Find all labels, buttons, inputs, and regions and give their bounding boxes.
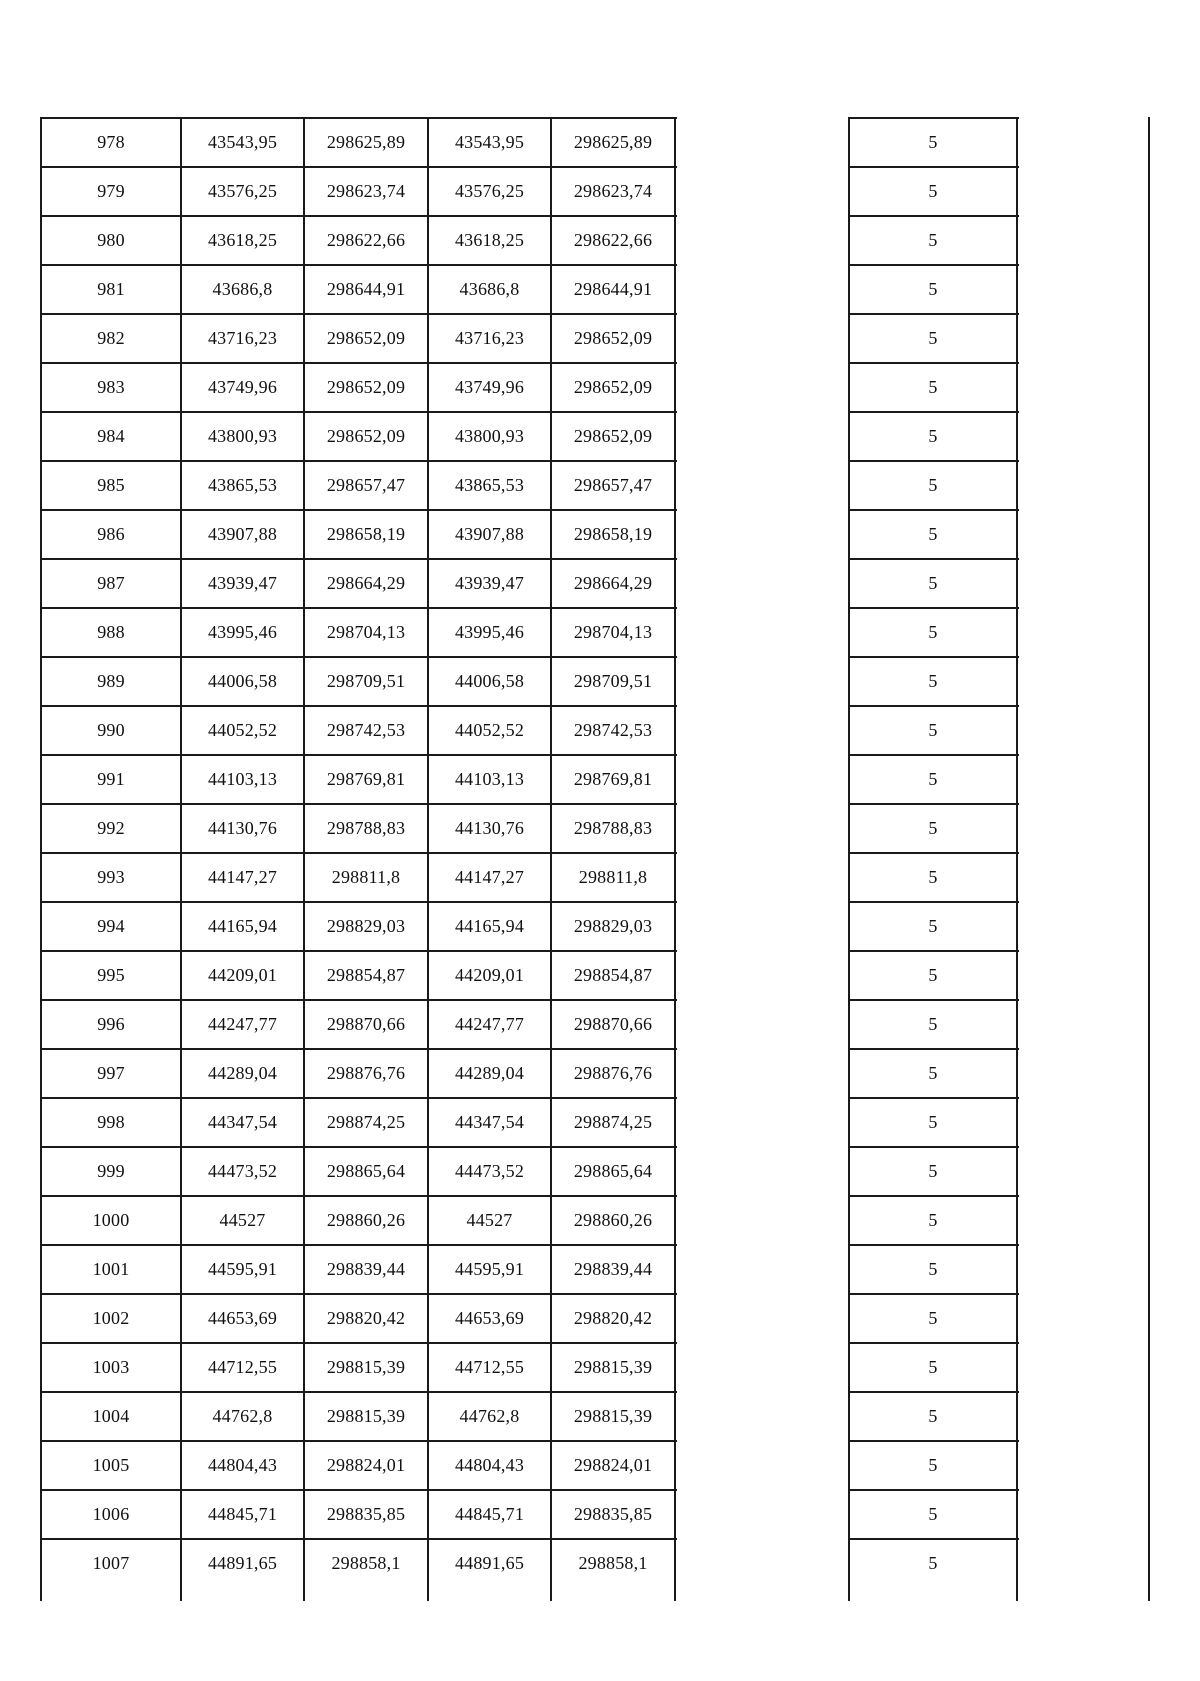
x2-value-cell: 44103,13 <box>454 769 525 789</box>
y1-value-cell: 298644,91 <box>326 279 406 299</box>
row-divider <box>41 215 677 217</box>
row-divider <box>41 1195 677 1197</box>
y1-value-cell: 298657,47 <box>326 475 406 495</box>
row-divider <box>849 1538 1019 1540</box>
row-divider <box>849 656 1019 658</box>
y2-value-cell: 298854,87 <box>573 965 653 985</box>
row-divider <box>41 705 677 707</box>
y2-value-cell: 298876,76 <box>573 1063 653 1083</box>
y2-value-cell: 298839,44 <box>573 1259 653 1279</box>
x2-value-cell: 44653,69 <box>454 1308 525 1328</box>
row-divider <box>849 1293 1019 1295</box>
row-divider <box>849 215 1019 217</box>
y2-value-cell: 298815,39 <box>573 1406 653 1426</box>
accuracy-value-cell: 5 <box>928 1357 938 1377</box>
row-divider <box>849 852 1019 854</box>
row-number-cell: 996 <box>97 1014 125 1034</box>
y2-value-cell: 298824,01 <box>573 1455 653 1475</box>
x1-value-cell: 44209,01 <box>207 965 278 985</box>
y1-value-cell: 298658,19 <box>326 524 406 544</box>
y2-value-cell: 298709,51 <box>573 671 653 691</box>
x2-value-cell: 43939,47 <box>454 573 525 593</box>
row-number-cell: 998 <box>97 1112 125 1132</box>
y1-value-cell: 298769,81 <box>326 769 406 789</box>
y1-value-cell: 298811,8 <box>331 867 401 887</box>
accuracy-value-cell: 5 <box>928 916 938 936</box>
accuracy-value-cell: 5 <box>928 622 938 642</box>
row-number-cell: 982 <box>97 328 125 348</box>
y1-value-cell: 298625,89 <box>326 132 406 152</box>
x2-value-cell: 44052,52 <box>454 720 525 740</box>
row-divider <box>849 117 1019 119</box>
x2-value-cell: 44347,54 <box>454 1112 525 1132</box>
accuracy-value-cell: 5 <box>928 1161 938 1181</box>
x2-value-cell: 44147,27 <box>454 867 525 887</box>
row-divider <box>849 411 1019 413</box>
row-divider <box>41 999 677 1001</box>
row-divider <box>849 558 1019 560</box>
row-divider <box>41 313 677 315</box>
row-divider <box>41 901 677 903</box>
y2-value-cell: 298742,53 <box>573 720 653 740</box>
accuracy-value-cell: 5 <box>928 132 938 152</box>
row-divider <box>41 1097 677 1099</box>
row-number-cell: 992 <box>97 818 125 838</box>
x1-value-cell: 44653,69 <box>207 1308 278 1328</box>
accuracy-value-cell: 5 <box>928 377 938 397</box>
y1-value-cell: 298870,66 <box>326 1014 406 1034</box>
y2-value-cell: 298788,83 <box>573 818 653 838</box>
row-divider <box>849 607 1019 609</box>
x2-value-cell: 44762,8 <box>459 1406 520 1426</box>
x2-value-cell: 43865,53 <box>454 475 525 495</box>
x2-value-cell: 44845,71 <box>454 1504 525 1524</box>
x1-value-cell: 44130,76 <box>207 818 278 838</box>
x1-value-cell: 44006,58 <box>207 671 278 691</box>
accuracy-value-cell: 5 <box>928 573 938 593</box>
y1-value-cell: 298860,26 <box>326 1210 406 1230</box>
column-divider <box>40 117 42 1601</box>
row-divider <box>849 1097 1019 1099</box>
accuracy-value-cell: 5 <box>928 867 938 887</box>
y1-value-cell: 298876,76 <box>326 1063 406 1083</box>
accuracy-value-cell: 5 <box>928 426 938 446</box>
y2-value-cell: 298860,26 <box>573 1210 653 1230</box>
y2-value-cell: 298820,42 <box>573 1308 653 1328</box>
accuracy-value-cell: 5 <box>928 1014 938 1034</box>
y1-value-cell: 298854,87 <box>326 965 406 985</box>
y2-value-cell: 298865,64 <box>573 1161 653 1181</box>
y1-value-cell: 298858,1 <box>331 1553 401 1573</box>
x1-value-cell: 43800,93 <box>207 426 278 446</box>
y1-value-cell: 298865,64 <box>326 1161 406 1181</box>
x2-value-cell: 43716,23 <box>454 328 525 348</box>
row-divider <box>41 803 677 805</box>
x2-value-cell: 43686,8 <box>459 279 520 299</box>
x1-value-cell: 44712,55 <box>207 1357 278 1377</box>
row-divider <box>41 950 677 952</box>
x2-value-cell: 43995,46 <box>454 622 525 642</box>
y1-value-cell: 298835,85 <box>326 1504 406 1524</box>
y1-value-cell: 298839,44 <box>326 1259 406 1279</box>
y2-value-cell: 298657,47 <box>573 475 653 495</box>
accuracy-value-cell: 5 <box>928 475 938 495</box>
y1-value-cell: 298874,25 <box>326 1112 406 1132</box>
column-divider <box>848 117 850 1601</box>
y1-value-cell: 298622,66 <box>326 230 406 250</box>
row-divider <box>849 264 1019 266</box>
x1-value-cell: 43543,95 <box>207 132 278 152</box>
accuracy-value-cell: 5 <box>928 1112 938 1132</box>
accuracy-value-cell: 5 <box>928 524 938 544</box>
row-divider <box>849 1489 1019 1491</box>
row-number-cell: 988 <box>97 622 125 642</box>
row-number-cell: 978 <box>97 132 125 152</box>
accuracy-value-cell: 5 <box>928 1504 938 1524</box>
row-divider <box>41 607 677 609</box>
y2-value-cell: 298658,19 <box>573 524 653 544</box>
row-divider <box>41 460 677 462</box>
row-divider <box>849 166 1019 168</box>
x1-value-cell: 43939,47 <box>207 573 278 593</box>
accuracy-value-cell: 5 <box>928 818 938 838</box>
y1-value-cell: 298815,39 <box>326 1357 406 1377</box>
x1-value-cell: 43865,53 <box>207 475 278 495</box>
x2-value-cell: 43576,25 <box>454 181 525 201</box>
x2-value-cell: 44527 <box>466 1210 513 1230</box>
row-divider <box>849 1146 1019 1148</box>
column-divider <box>303 117 305 1601</box>
y1-value-cell: 298815,39 <box>326 1406 406 1426</box>
column-divider <box>674 117 676 1601</box>
y1-value-cell: 298652,09 <box>326 328 406 348</box>
row-divider <box>41 264 677 266</box>
y2-value-cell: 298874,25 <box>573 1112 653 1132</box>
x2-value-cell: 44712,55 <box>454 1357 525 1377</box>
y2-value-cell: 298644,91 <box>573 279 653 299</box>
accuracy-value-cell: 5 <box>928 720 938 740</box>
row-number-cell: 986 <box>97 524 125 544</box>
row-number-cell: 1000 <box>92 1210 130 1230</box>
row-number-cell: 995 <box>97 965 125 985</box>
x2-value-cell: 44130,76 <box>454 818 525 838</box>
row-divider <box>849 1195 1019 1197</box>
y2-value-cell: 298829,03 <box>573 916 653 936</box>
y2-value-cell: 298622,66 <box>573 230 653 250</box>
row-divider <box>849 1342 1019 1344</box>
x1-value-cell: 44891,65 <box>207 1553 278 1573</box>
y2-value-cell: 298664,29 <box>573 573 653 593</box>
row-divider <box>849 362 1019 364</box>
row-number-cell: 1006 <box>92 1504 130 1524</box>
x1-value-cell: 44247,77 <box>207 1014 278 1034</box>
y2-value-cell: 298835,85 <box>573 1504 653 1524</box>
row-divider <box>41 852 677 854</box>
row-number-cell: 999 <box>97 1161 125 1181</box>
x2-value-cell: 44891,65 <box>454 1553 525 1573</box>
x1-value-cell: 44595,91 <box>207 1259 278 1279</box>
x2-value-cell: 44289,04 <box>454 1063 525 1083</box>
row-number-cell: 997 <box>97 1063 125 1083</box>
y1-value-cell: 298623,74 <box>326 181 406 201</box>
x1-value-cell: 44103,13 <box>207 769 278 789</box>
x2-value-cell: 43907,88 <box>454 524 525 544</box>
accuracy-value-cell: 5 <box>928 230 938 250</box>
row-number-cell: 987 <box>97 573 125 593</box>
x1-value-cell: 44147,27 <box>207 867 278 887</box>
row-divider <box>41 1342 677 1344</box>
x1-value-cell: 43749,96 <box>207 377 278 397</box>
y2-value-cell: 298769,81 <box>573 769 653 789</box>
row-divider <box>849 313 1019 315</box>
row-divider <box>41 656 677 658</box>
x1-value-cell: 44289,04 <box>207 1063 278 1083</box>
y1-value-cell: 298742,53 <box>326 720 406 740</box>
y2-value-cell: 298870,66 <box>573 1014 653 1034</box>
row-divider <box>849 1391 1019 1393</box>
accuracy-value-cell: 5 <box>928 769 938 789</box>
column-divider <box>180 117 182 1601</box>
accuracy-value-cell: 5 <box>928 1308 938 1328</box>
row-divider <box>849 999 1019 1001</box>
x2-value-cell: 44804,43 <box>454 1455 525 1475</box>
y2-value-cell: 298625,89 <box>573 132 653 152</box>
x2-value-cell: 44209,01 <box>454 965 525 985</box>
row-divider <box>41 1048 677 1050</box>
accuracy-value-cell: 5 <box>928 1406 938 1426</box>
x1-value-cell: 44762,8 <box>212 1406 273 1426</box>
row-divider <box>41 1538 677 1540</box>
accuracy-value-cell: 5 <box>928 1210 938 1230</box>
row-divider <box>849 509 1019 511</box>
row-number-cell: 989 <box>97 671 125 691</box>
y1-value-cell: 298829,03 <box>326 916 406 936</box>
accuracy-value-cell: 5 <box>928 1063 938 1083</box>
y2-value-cell: 298652,09 <box>573 377 653 397</box>
y2-value-cell: 298652,09 <box>573 426 653 446</box>
row-divider <box>41 1489 677 1491</box>
row-divider <box>849 950 1019 952</box>
y2-value-cell: 298815,39 <box>573 1357 653 1377</box>
x2-value-cell: 43543,95 <box>454 132 525 152</box>
y1-value-cell: 298820,42 <box>326 1308 406 1328</box>
y2-value-cell: 298704,13 <box>573 622 653 642</box>
column-divider <box>1016 117 1018 1601</box>
y2-value-cell: 298858,1 <box>578 1553 648 1573</box>
row-number-cell: 983 <box>97 377 125 397</box>
row-divider <box>41 1293 677 1295</box>
row-number-cell: 990 <box>97 720 125 740</box>
x1-value-cell: 44347,54 <box>207 1112 278 1132</box>
row-divider <box>849 1440 1019 1442</box>
y1-value-cell: 298824,01 <box>326 1455 406 1475</box>
row-number-cell: 979 <box>97 181 125 201</box>
row-number-cell: 1005 <box>92 1455 130 1475</box>
row-divider <box>849 901 1019 903</box>
row-divider <box>41 558 677 560</box>
row-number-cell: 1001 <box>92 1259 130 1279</box>
x1-value-cell: 43686,8 <box>212 279 273 299</box>
x1-value-cell: 43716,23 <box>207 328 278 348</box>
x2-value-cell: 43618,25 <box>454 230 525 250</box>
row-divider <box>41 509 677 511</box>
row-number-cell: 985 <box>97 475 125 495</box>
column-divider <box>427 117 429 1601</box>
accuracy-value-cell: 5 <box>928 328 938 348</box>
y1-value-cell: 298709,51 <box>326 671 406 691</box>
row-number-cell: 981 <box>97 279 125 299</box>
row-divider <box>41 1391 677 1393</box>
x1-value-cell: 43907,88 <box>207 524 278 544</box>
row-number-cell: 993 <box>97 867 125 887</box>
accuracy-value-cell: 5 <box>928 1455 938 1475</box>
y2-value-cell: 298623,74 <box>573 181 653 201</box>
accuracy-value-cell: 5 <box>928 1259 938 1279</box>
x1-value-cell: 43576,25 <box>207 181 278 201</box>
x1-value-cell: 44052,52 <box>207 720 278 740</box>
x2-value-cell: 43800,93 <box>454 426 525 446</box>
row-number-cell: 980 <box>97 230 125 250</box>
row-number-cell: 994 <box>97 916 125 936</box>
row-number-cell: 1002 <box>92 1308 130 1328</box>
x1-value-cell: 44473,52 <box>207 1161 278 1181</box>
accuracy-value-cell: 5 <box>928 181 938 201</box>
x1-value-cell: 44845,71 <box>207 1504 278 1524</box>
row-divider <box>849 705 1019 707</box>
x1-value-cell: 43995,46 <box>207 622 278 642</box>
row-divider <box>849 754 1019 756</box>
y1-value-cell: 298664,29 <box>326 573 406 593</box>
row-divider <box>41 362 677 364</box>
row-number-cell: 1007 <box>92 1553 130 1573</box>
row-divider <box>41 166 677 168</box>
y1-value-cell: 298704,13 <box>326 622 406 642</box>
row-divider <box>849 1244 1019 1246</box>
x2-value-cell: 44006,58 <box>454 671 525 691</box>
x2-value-cell: 44165,94 <box>454 916 525 936</box>
row-divider <box>849 1048 1019 1050</box>
accuracy-value-cell: 5 <box>928 671 938 691</box>
row-divider <box>41 1244 677 1246</box>
row-number-cell: 1004 <box>92 1406 130 1426</box>
accuracy-value-cell: 5 <box>928 1553 938 1573</box>
row-divider <box>849 803 1019 805</box>
x1-value-cell: 44527 <box>219 1210 266 1230</box>
row-divider <box>41 117 677 119</box>
row-divider <box>41 1440 677 1442</box>
y1-value-cell: 298652,09 <box>326 377 406 397</box>
row-number-cell: 1003 <box>92 1357 130 1377</box>
row-divider <box>41 1146 677 1148</box>
x2-value-cell: 44595,91 <box>454 1259 525 1279</box>
row-number-cell: 984 <box>97 426 125 446</box>
row-divider <box>41 754 677 756</box>
row-number-cell: 991 <box>97 769 125 789</box>
row-divider <box>849 460 1019 462</box>
y1-value-cell: 298788,83 <box>326 818 406 838</box>
accuracy-value-cell: 5 <box>928 279 938 299</box>
y1-value-cell: 298652,09 <box>326 426 406 446</box>
column-divider <box>550 117 552 1601</box>
y2-value-cell: 298652,09 <box>573 328 653 348</box>
x2-value-cell: 43749,96 <box>454 377 525 397</box>
x1-value-cell: 44804,43 <box>207 1455 278 1475</box>
x1-value-cell: 43618,25 <box>207 230 278 250</box>
x2-value-cell: 44247,77 <box>454 1014 525 1034</box>
x1-value-cell: 44165,94 <box>207 916 278 936</box>
accuracy-value-cell: 5 <box>928 965 938 985</box>
row-divider <box>41 411 677 413</box>
page-right-border <box>1148 117 1150 1601</box>
y2-value-cell: 298811,8 <box>578 867 648 887</box>
x2-value-cell: 44473,52 <box>454 1161 525 1181</box>
